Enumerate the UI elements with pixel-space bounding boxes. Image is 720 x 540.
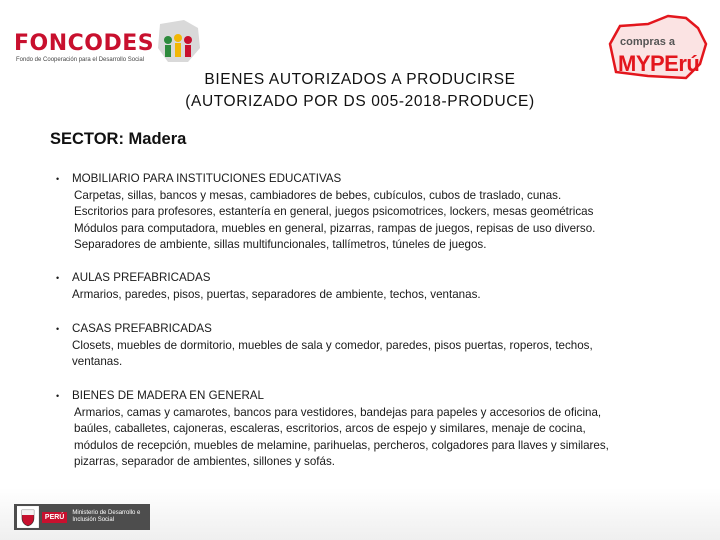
- item-line: ventanas.: [72, 355, 123, 368]
- mypeperu-label: MYPErú: [618, 51, 700, 76]
- page-title: BIENES AUTORIZADOS A PRODUCIRSE: [204, 71, 516, 88]
- item-heading: AULAS PREFABRICADAS: [72, 271, 211, 284]
- coat-of-arms-icon: [17, 506, 39, 528]
- item-line: Escritorios para profesores, estantería en general, juegos psicomotrices, lockers, mesas geométricas: [74, 205, 594, 218]
- item-heading: BIENES DE MADERA EN GENERAL: [72, 389, 264, 402]
- list-item: [56, 321, 676, 371]
- item-line: Armarios, camas y camarotes, bancos para vestidores, bandejas para papeles y accesorios de oficina,: [74, 405, 602, 419]
- foncodes-tagline: Fondo de Cooperación para el Desarrollo Social: [16, 57, 145, 63]
- item-line: baúles, caballetes, cajoneras, escaleras, escritorios, arcos de espejo y similares, menaje de cocina,: [74, 422, 586, 435]
- list-item: [56, 171, 676, 256]
- list-item: [56, 270, 676, 304]
- item-heading: CASAS PREFABRICADAS: [72, 322, 212, 335]
- item-line: Carpetas, sillas, bancos y mesas, cambiadores de bebes, cubículos, cubos de traslado, cunas.: [74, 188, 562, 202]
- foncodes-wordmark: FONCODES: [14, 31, 155, 56]
- page-subtitle: (AUTORIZADO POR DS 005-2018-PRODUCE): [185, 93, 535, 110]
- list-item: [56, 388, 676, 473]
- item-line: Separadores de ambiente, sillas multifuncionales, tallímetros, túneles de juegos.: [74, 238, 487, 251]
- compras-a-label: compras a: [620, 36, 676, 48]
- item-line: Armarios, paredes, pisos, puertas, separadores de ambiente, techos, ventanas.: [72, 287, 481, 301]
- item-line: módulos de recepción, muebles de melamine, parihuelas, percheros, colgadores para llaves y similares,: [74, 438, 609, 452]
- foncodes-logo: [14, 18, 204, 66]
- item-line: Closets, muebles de dormitorio, muebles de sala y comedor, paredes, pisos puertas, roperos, techos,: [72, 338, 593, 352]
- bullet: •: [56, 174, 60, 184]
- sector-heading: SECTOR: Madera: [50, 130, 187, 148]
- item-heading: MOBILIARIO PARA INSTITUCIONES EDUCATIVAS: [72, 172, 342, 185]
- peru-label: PERÚ: [42, 512, 67, 523]
- item-line: pizarras, separador de ambientes, sillones y sofás.: [74, 455, 335, 468]
- bullet: •: [56, 324, 60, 334]
- people-figures-icon: [154, 18, 204, 66]
- ministry-name: Ministerio de Desarrollo e Inclusión Social: [72, 510, 141, 523]
- item-line: Módulos para computadora, muebles en general, pizarras, rampas de juegos, repisas de uso diverso.: [74, 221, 596, 235]
- bullet: •: [56, 391, 60, 401]
- bullet: •: [56, 273, 60, 283]
- midis-logo: [14, 504, 150, 530]
